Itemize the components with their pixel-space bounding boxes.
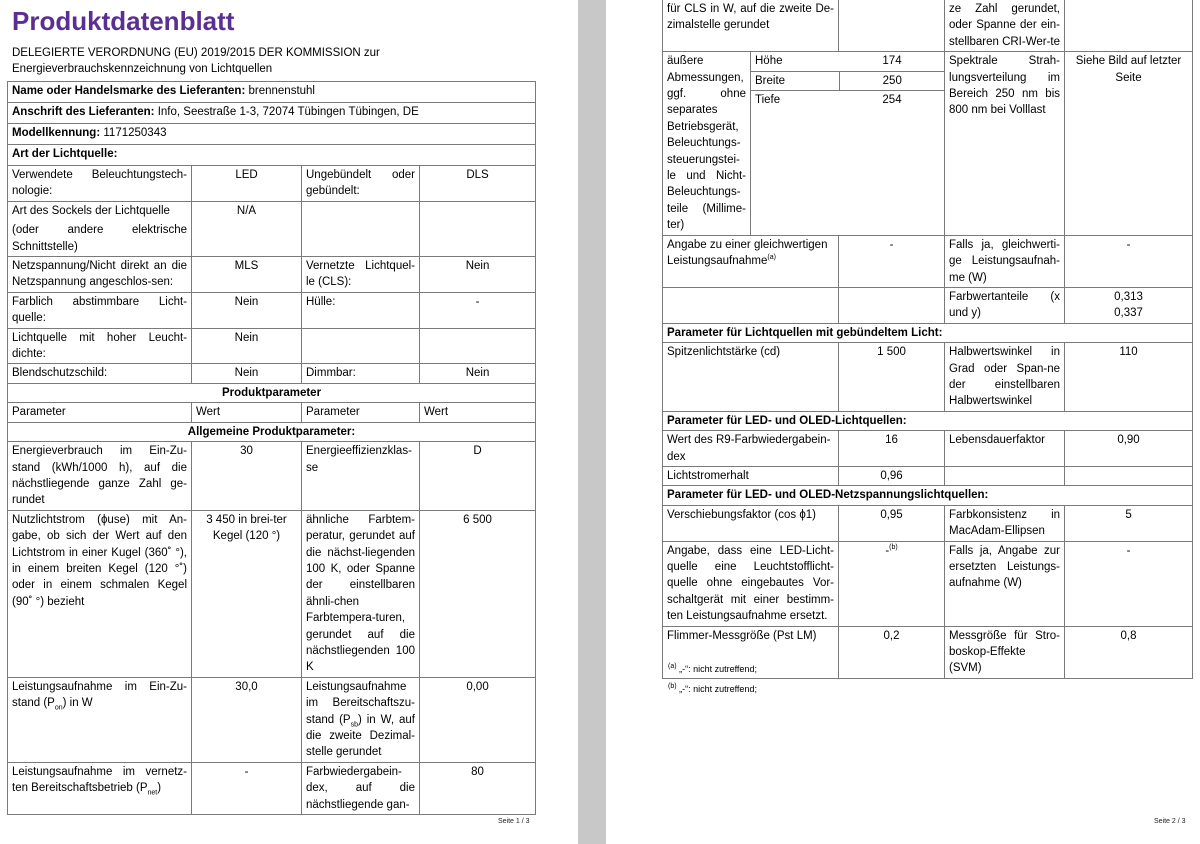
light-source-type-label: Art der Lichtquelle: (8, 145, 536, 166)
table-row (751, 71, 945, 90)
table-cell: DLS (420, 166, 536, 202)
table-cell: Netzspannung/Nicht direkt an die Netzspannung angeschlos-sen: (8, 257, 192, 293)
footnote-mark: (a) (668, 663, 677, 670)
section-header: Parameter für LED- und OLED-Lichtquellen: (663, 411, 1193, 430)
table-row (8, 124, 536, 145)
supplier-label: Name oder Handelsmarke des Lieferanten: (12, 85, 246, 97)
cell-text: Leistungsaufnahme im Bereitschaftszu-stand (P (306, 680, 415, 726)
table-cell (663, 287, 839, 323)
table-row (8, 145, 536, 166)
table-row (8, 442, 536, 511)
table-cell: Farbwiedergabein-dex, auf die nächstliegende gan- (302, 762, 420, 814)
superscript: (a) (767, 254, 776, 262)
page-title: Produktdatenblatt (12, 6, 235, 36)
table-cell: Siehe Bild auf letzter Seite (1065, 52, 1193, 235)
table-row (8, 292, 536, 328)
table-cell (945, 466, 1065, 485)
table-cell (8, 677, 192, 762)
superscript: (b) (889, 543, 898, 551)
table-cell: 0,90 (1065, 431, 1193, 467)
table-cell: Nein (420, 364, 536, 383)
supplier-value: brennenstuhl (248, 85, 315, 97)
table-cell: - (192, 762, 302, 814)
section-header: Parameter für LED- und OLED-Netzspannungslichtquellen: (663, 486, 1193, 505)
table-cell: Farblich abstimmbare Licht-quelle: (8, 292, 192, 328)
table-cell: Spektrale Strah-lungsverteilung im Bereich 250 nm bis 800 nm bei Volllast (945, 52, 1065, 235)
table-row (663, 343, 1193, 412)
subscript: net (147, 789, 158, 797)
table-cell: Nein (420, 257, 536, 293)
product-info-table (7, 81, 536, 815)
cell-text: Leistungsaufnahme im vernetz-ten Bereitschaftsbetrieb (P (12, 765, 187, 795)
subscript: sb (350, 720, 358, 728)
table-cell: Lichtquelle mit hoher Leucht-dichte: (8, 328, 192, 364)
product-parameters-table (662, 0, 1193, 679)
table-cell: Falls ja, gleichwerti-ge Leistungsaufnah-me (W) (945, 235, 1065, 287)
table-cell (1065, 0, 1193, 52)
cell-text: ) in W (62, 697, 93, 710)
table-cell (663, 235, 839, 287)
table-row (8, 166, 536, 202)
dimensions-cell (751, 52, 945, 235)
height-label: Höhe (755, 55, 783, 68)
column-header: Parameter (302, 403, 420, 422)
table-cell (1065, 466, 1193, 485)
table-row (8, 82, 536, 103)
table-row (8, 677, 536, 762)
table-cell: Farbwertanteile (x und y) (945, 287, 1065, 323)
table-row (8, 257, 536, 293)
cell-text: Angabe zu einer gleichwertigen Leistungsaufnahme (667, 238, 828, 268)
cell-text: ) in W, auf die zweite Dezimal-stelle gerundet (306, 713, 415, 759)
depth-value: 254 (882, 94, 902, 107)
table-cell (302, 201, 420, 256)
table-row (8, 422, 536, 441)
table-row (663, 411, 1193, 430)
table-cell: Messgröße für Stro-boskop-Effekte (SVM) (945, 626, 1065, 678)
depth-label: Tiefe (755, 94, 781, 107)
table-cell: MLS (192, 257, 302, 293)
table-row (8, 510, 536, 677)
table-cell: Blendschutzschild: (8, 364, 192, 383)
table-cell: 0,00 (420, 677, 536, 762)
table-row (663, 235, 1193, 287)
table-cell: Nein (192, 328, 302, 364)
cell-text: (oder andere elektrische Schnittstelle) (12, 224, 187, 253)
footnote-mark: (b) (668, 683, 677, 690)
table-row (663, 323, 1193, 342)
table-cell: 30,0 (192, 677, 302, 762)
table-cell: Wert des R9-Farbwiedergabein-dex (663, 431, 839, 467)
table-cell (839, 541, 945, 626)
table-cell: LED (192, 166, 302, 202)
chromaticity-x: 0,313 (1114, 290, 1143, 303)
table-cell: Verwendete Beleuchtungstech-nologie: (8, 166, 192, 202)
table-cell: Hülle: (302, 292, 420, 328)
table-cell (420, 201, 536, 256)
footnote-text: „-“: nicht zutreffend; (679, 684, 757, 694)
table-cell (302, 677, 420, 762)
table-cell: Lichtstromerhalt (663, 466, 839, 485)
subscript: on (54, 704, 63, 712)
table-cell: 30 (192, 442, 302, 511)
cell-text: - (885, 544, 890, 557)
document-page-1 (0, 0, 578, 844)
column-header: Parameter (8, 403, 192, 422)
address-value: Info, Seestraße 1-3, 72074 Tübingen Tübingen, DE (157, 106, 419, 118)
table-cell: - (420, 292, 536, 328)
table-row (663, 52, 1193, 235)
table-cell: Spitzenlichtstärke (cd) (663, 343, 839, 412)
page-number: Seite 1 / 3 (498, 818, 530, 825)
table-cell: - (839, 235, 945, 287)
table-cell: Energieeffizienzklas-se (302, 442, 420, 511)
table-cell: ze Zahl gerundet, oder Spanne der ein-stellbaren CRI-Wer-te (945, 0, 1065, 52)
table-cell: Nein (192, 292, 302, 328)
table-cell (302, 328, 420, 364)
table-cell: Dimmbar: (302, 364, 420, 383)
footnote-a (668, 664, 757, 674)
table-row (751, 52, 945, 71)
table-cell (420, 328, 536, 364)
table-cell: Nein (192, 364, 302, 383)
table-row (663, 505, 1193, 541)
table-cell: 0,96 (839, 466, 945, 485)
dimensions-table (751, 52, 945, 109)
table-cell: Angabe, dass eine LED-Licht-quelle eine Leuchtstofflicht-quelle ohne eingebautes Vor-schaltgerät mit einer bestimm-ten Leistungsaufnahme ersetzt. (663, 541, 839, 626)
table-cell: Flimmer-Messgröße (Pst LM) (663, 626, 839, 678)
table-cell (839, 0, 945, 52)
table-cell: Falls ja, Angabe zur ersetzten Leistungs-aufnahme (W) (945, 541, 1065, 626)
table-cell: Nutzlichtstrom (ϕuse) mit An-gabe, ob sich der Wert auf den Lichtstrom in einer Kugel (360˚ °), in einem breiten Kegel (120 °˚) oder in einem schmalen Kegel (90˚ °) bezieht (8, 510, 192, 677)
table-row (8, 328, 536, 364)
table-cell: Halbwertswinkel in Grad oder Span-ne der einstellbaren Halbwertswinkel (945, 343, 1065, 412)
cell-text: ) (157, 782, 162, 795)
table-row (663, 466, 1193, 485)
table-cell: 6 500 (420, 510, 536, 677)
table-cell: 3 450 in brei-ter Kegel (120 °) (192, 510, 302, 677)
table-cell (1065, 287, 1193, 323)
model-value: 1171250343 (103, 127, 167, 139)
table-row (663, 431, 1193, 467)
regulation-text: DELEGIERTE VERORDNUNG (EU) 2019/2015 DER KOMMISSION zur Energieverbrauchskennzeichnung von Lichtquellen (12, 47, 380, 75)
table-cell: - (1065, 541, 1193, 626)
table-row (8, 762, 536, 814)
table-cell: 80 (420, 762, 536, 814)
table-cell: N/A (192, 201, 302, 256)
table-cell: 0,2 (839, 626, 945, 678)
table-cell: Farbkonsistenz in MacAdam-Ellipsen (945, 505, 1065, 541)
width-value: 250 (839, 71, 945, 90)
table-cell: ähnliche Farbtem-peratur, gerundet auf die nächst-liegenden 100 K, oder Spanne der einstellbaren ähnli-chen Farbtempera-turen, gerundet auf die nächstliegenden 100 K (302, 510, 420, 677)
table-row (8, 103, 536, 124)
footnote-text: „-“: nicht zutreffend; (679, 664, 757, 674)
table-cell: Vernetzte Lichtquel-le (CLS): (302, 257, 420, 293)
table-cell: Ungebündelt oder gebündelt: (302, 166, 420, 202)
table-cell (8, 201, 192, 256)
table-cell: Lebensdauerfaktor (945, 431, 1065, 467)
table-cell (839, 287, 945, 323)
table-cell: 16 (839, 431, 945, 467)
table-row (663, 486, 1193, 505)
table-cell: 1 500 (839, 343, 945, 412)
table-cell: für CLS in W, auf die zweite De-zimalstelle gerundet (663, 0, 839, 52)
address-label: Anschrift des Lieferanten: (12, 106, 155, 118)
table-cell: 5 (1065, 505, 1193, 541)
table-row (663, 287, 1193, 323)
table-row (751, 91, 945, 110)
table-cell: Verschiebungsfaktor (cos ϕ1) (663, 505, 839, 541)
model-label: Modellkennung: (12, 127, 101, 139)
section-header: Allgemeine Produktparameter: (8, 422, 536, 441)
table-cell (8, 762, 192, 814)
cell-text: Art des Sockels der Lichtquelle (12, 204, 170, 217)
section-header: Parameter für Lichtquellen mit gebündeltem Licht: (663, 323, 1193, 342)
page-number: Seite 2 / 3 (1154, 818, 1186, 825)
column-header: Wert (192, 403, 302, 422)
column-header: Wert (420, 403, 536, 422)
table-cell: 0,95 (839, 505, 945, 541)
document-page-2 (606, 0, 1200, 844)
width-label: Breite (751, 71, 839, 90)
cell-text: Leistungsaufnahme im Ein-Zu-stand (P (12, 680, 187, 710)
table-row (8, 201, 536, 256)
section-header: Produktparameter (8, 383, 536, 402)
chromaticity-y: 0,337 (1114, 307, 1143, 320)
table-cell: Energieverbrauch im Ein-Zu-stand (kWh/1000 h), auf die nächstliegende ganze Zahl ge-rundet (8, 442, 192, 511)
footnote-b (668, 684, 757, 694)
table-cell: 0,8 (1065, 626, 1193, 678)
table-row (8, 403, 536, 422)
table-cell: äußere Abmessungen, ggf. ohne separates Betriebsgerät, Beleuchtungs-steuerungstei-le und Nicht-Beleuchtungs-teile (Millime-ter) (663, 52, 751, 235)
table-cell: D (420, 442, 536, 511)
table-cell: 110 (1065, 343, 1193, 412)
height-value: 174 (882, 55, 902, 68)
table-cell: - (1065, 235, 1193, 287)
table-row (663, 541, 1193, 626)
table-row (8, 383, 536, 402)
table-row (663, 0, 1193, 52)
table-row (8, 364, 536, 383)
